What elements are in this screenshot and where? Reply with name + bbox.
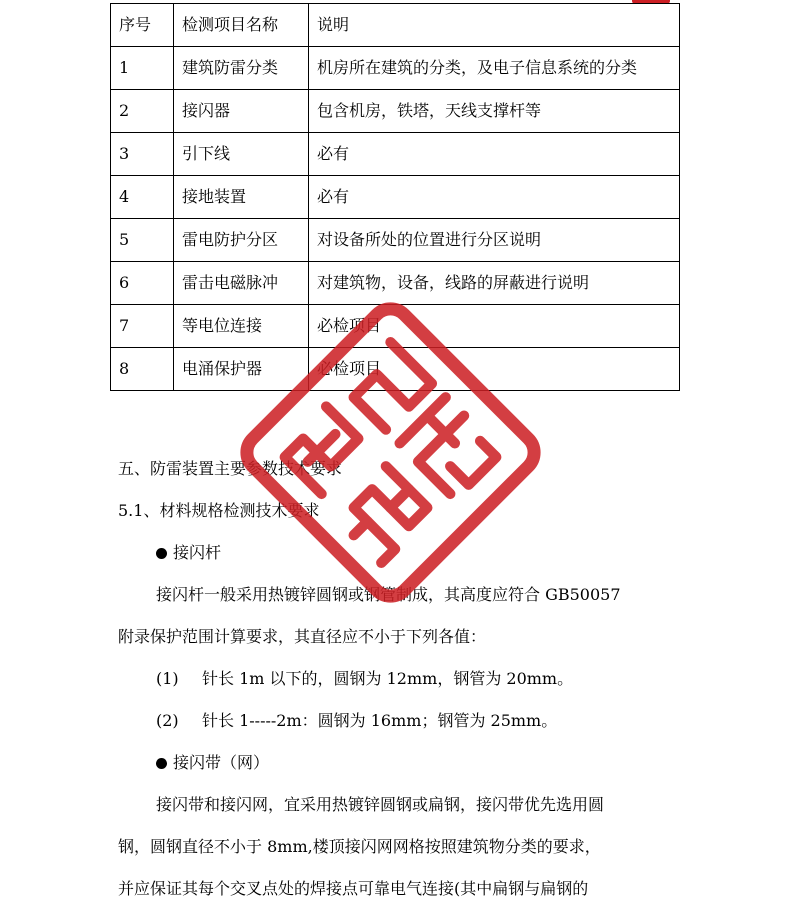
bullet-strip — [156, 750, 269, 773]
table-row — [111, 176, 680, 219]
bullet-dot-icon — [156, 548, 167, 559]
seal-stamp-icon — [228, 290, 553, 615]
row-desc: 包含机房，铁塔，天线支撑杆等 — [309, 90, 680, 133]
row-item: 雷电防护分区 — [174, 219, 309, 262]
bullet-dot-icon — [156, 758, 167, 769]
subsection-heading: 5.1、材料规格检测技术要求 — [118, 501, 320, 520]
row-no: 4 — [111, 176, 174, 219]
row-no: 6 — [111, 262, 174, 305]
bullet-rod — [156, 540, 221, 563]
row-no: 5 — [111, 219, 174, 262]
row-desc: 必有 — [309, 133, 680, 176]
rod-item-2 — [156, 708, 557, 731]
row-desc: 必检项目 — [309, 305, 680, 348]
strip-para-line-2: 钢，圆钢直径不小于 8mm,楼顶接闪网网格按照建筑物分类的要求， — [118, 837, 601, 856]
table-row — [111, 90, 680, 133]
header-cell-desc: 说明 — [309, 4, 680, 47]
row-no: 2 — [111, 90, 174, 133]
row-item: 引下线 — [174, 133, 309, 176]
rod-para-line-1: 接闪杆一般采用热镀锌圆钢或钢管制成，其高度应符合 GB50057 — [156, 585, 621, 604]
table-header-row — [111, 4, 680, 47]
rod-para-line-2: 附录保护范围计算要求，其直径应不小于下列各值： — [118, 627, 487, 646]
header-cell-item: 检测项目名称 — [174, 4, 309, 47]
strip-para-line-1: 接闪带和接闪网，宜采用热镀锌圆钢或扁钢，接闪带优先选用圆 — [156, 795, 605, 814]
rod-item-1 — [156, 666, 573, 689]
row-item: 建筑防雷分类 — [174, 47, 309, 90]
item-text: 针长 1m 以下的，圆钢为 12mm，钢管为 20mm。 — [202, 669, 574, 688]
bullet-strip-label: 接闪带（网） — [173, 753, 270, 772]
table-row — [111, 47, 680, 90]
item-number: (2) — [156, 711, 179, 730]
table-row — [111, 219, 680, 262]
row-item: 电涌保护器 — [174, 348, 309, 391]
header-cell-no: 序号 — [111, 4, 174, 47]
table-row — [111, 133, 680, 176]
row-no: 7 — [111, 305, 174, 348]
row-desc: 对设备所处的位置进行分区说明 — [309, 219, 680, 262]
item-text: 针长 1-----2m：圆钢为 16mm；钢管为 25mm。 — [202, 711, 558, 730]
row-no: 1 — [111, 47, 174, 90]
strip-para-line-3: 并应保证其每个交叉点处的焊接点可靠电气连接(其中扁钢与扁钢的 — [118, 879, 589, 898]
row-desc: 对建筑物，设备，线路的屏蔽进行说明 — [309, 262, 680, 305]
item-number: (1) — [156, 669, 179, 688]
row-no: 8 — [111, 348, 174, 391]
bullet-rod-label: 接闪杆 — [173, 543, 222, 562]
row-item: 接闪器 — [174, 90, 309, 133]
row-no: 3 — [111, 133, 174, 176]
row-desc: 机房所在建筑的分类，及电子信息系统的分类 — [309, 47, 680, 90]
row-item: 等电位连接 — [174, 305, 309, 348]
row-desc: 必检项目 — [309, 348, 680, 391]
row-item: 接地装置 — [174, 176, 309, 219]
section-heading: 五、防雷装置主要参数技术要求 — [118, 459, 343, 478]
row-item: 雷击电磁脉冲 — [174, 262, 309, 305]
row-desc: 必有 — [309, 176, 680, 219]
